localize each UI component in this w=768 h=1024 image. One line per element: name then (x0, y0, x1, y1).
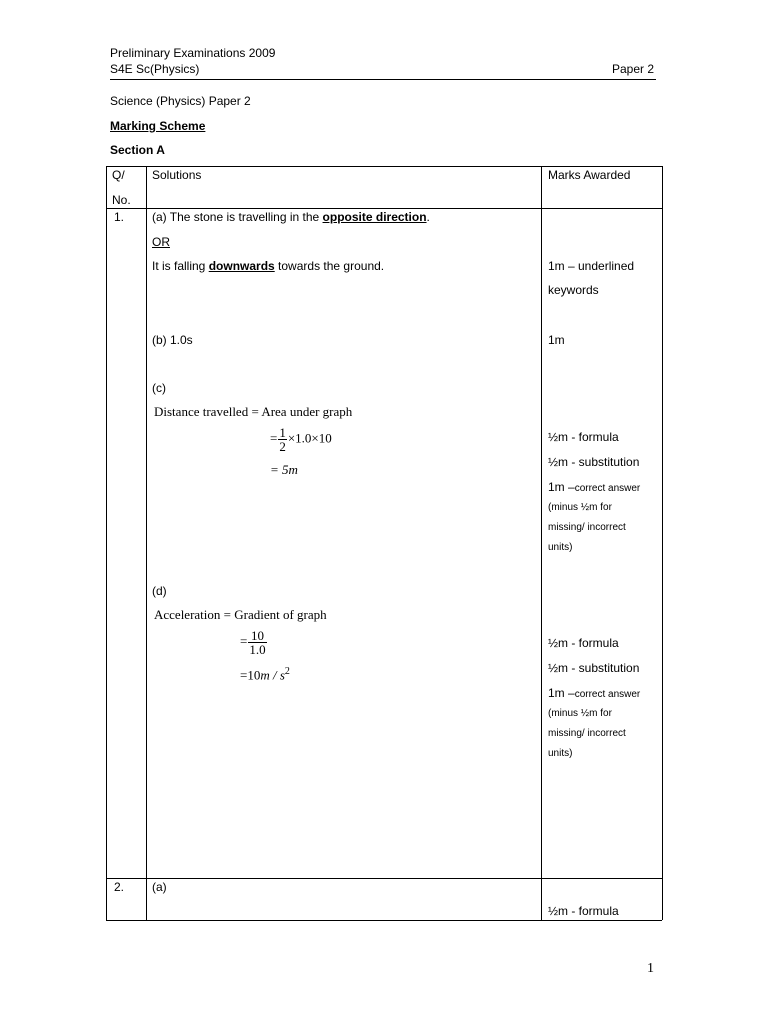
q1c-mark-note-3: units) (548, 542, 573, 553)
header-qno-line2: No. (112, 193, 131, 207)
exam-title: Preliminary Examinations 2009 (110, 46, 276, 60)
q2a-label: (a) (152, 880, 167, 894)
table-border-top (106, 166, 662, 167)
q1d-eq3-value: =10 (240, 667, 261, 683)
paper-label: Paper 2 (612, 62, 655, 76)
q1a-keyword: opposite direction (322, 210, 427, 224)
header-marks: Marks Awarded (548, 168, 631, 182)
q2a-mark-formula: ½m - formula (548, 904, 619, 918)
header-qno-line1: Q/ (112, 168, 125, 182)
q1c-label: (c) (152, 381, 166, 395)
q1d-fraction-numerator: 10 (248, 629, 266, 643)
q1c-mark-formula: ½m - formula (548, 430, 619, 444)
q1a-alt-keyword: downwards (208, 259, 275, 273)
q1d-mark-substitution: ½m - substitution (548, 661, 640, 675)
table-col-divider-1 (146, 166, 147, 920)
q1a-end: . (426, 210, 430, 224)
q1d-mark-answer-note: correct answer (574, 689, 641, 700)
q1d-fraction-denominator: 1.0 (249, 642, 266, 657)
q1d-eq3-unit: m / s (260, 667, 285, 683)
q1c-eq2-rest: ×1.0×10 (287, 430, 332, 446)
q1d-equation-1: Acceleration = Gradient of graph (154, 607, 327, 622)
page-number: 1 (647, 961, 654, 976)
q1c-equation-2 (270, 426, 332, 453)
q1b-answer: (b) 1.0s (152, 333, 193, 347)
q1d-mark-note-1: (minus ½m for (548, 708, 612, 719)
q2-number: 2. (114, 880, 125, 894)
course-name: S4E Sc(Physics) (110, 62, 200, 76)
q1c-mark-answer (548, 480, 640, 494)
q1b-mark: 1m (548, 333, 565, 347)
q1a-mark-line1: 1m – underlined (548, 259, 635, 273)
section-heading: Section A (110, 143, 165, 157)
q1a-or: OR (152, 235, 170, 249)
table-border-bottom (106, 920, 662, 921)
q1c-mark-note-2: missing/ incorrect (548, 522, 626, 533)
q1-number: 1. (114, 210, 125, 224)
document-title: Science (Physics) Paper 2 (110, 94, 251, 108)
header-solutions: Solutions (152, 168, 202, 182)
table-header-divider (106, 208, 662, 209)
q1c-equation-1: Distance travelled = Area under graph (154, 404, 353, 419)
q1c-fraction (278, 426, 287, 453)
table-col-divider-2 (541, 166, 542, 920)
marking-scheme-heading: Marking Scheme (110, 119, 206, 133)
q1d-mark-note-3: units) (548, 748, 573, 759)
q1d-fraction (248, 629, 266, 656)
q1d-mark-answer (548, 686, 640, 700)
q1d-mark-answer-value: 1m – (548, 686, 575, 700)
q1c-eq2-equals: = (270, 430, 278, 446)
q1a-alt-text: It is falling (152, 259, 209, 273)
q1c-mark-answer-note: correct answer (574, 483, 641, 494)
q1c-mark-substitution: ½m - substitution (548, 455, 640, 469)
q1c-fraction-numerator: 1 (279, 425, 286, 440)
q1a-mark-line2: keywords (548, 283, 599, 297)
table-border-left (106, 166, 107, 920)
q1d-mark-formula: ½m - formula (548, 636, 619, 650)
q1d-label: (d) (152, 584, 167, 598)
header-rule (110, 79, 656, 80)
q1c-mark-answer-value: 1m – (548, 480, 575, 494)
q1a-answer (152, 210, 430, 224)
q1d-equation-3 (240, 666, 290, 683)
q1c-equation-3: = 5m (270, 462, 298, 477)
q1d-eq3-exponent: 2 (284, 666, 290, 677)
q1a-alt-answer (152, 259, 384, 273)
q1a-alt-end: towards the ground. (274, 259, 385, 273)
q1d-mark-note-2: missing/ incorrect (548, 728, 626, 739)
q1d-eq2-equals: = (240, 633, 248, 649)
q1c-fraction-denominator: 2 (279, 439, 286, 454)
q1a-text: (a) The stone is travelling in the (152, 210, 323, 224)
q1c-mark-note-1: (minus ½m for (548, 502, 612, 513)
table-border-right (662, 166, 663, 920)
table-row-divider (106, 878, 662, 879)
q1d-equation-2 (240, 629, 268, 656)
